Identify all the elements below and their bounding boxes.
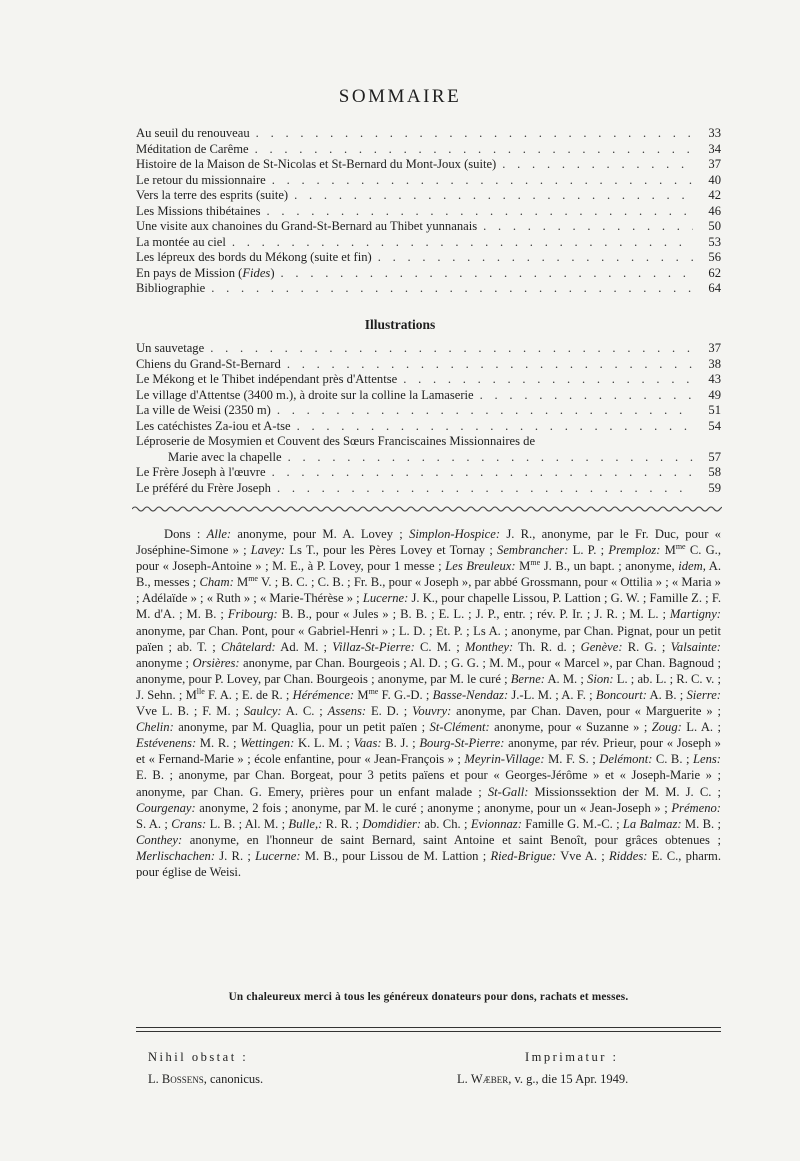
- illustration-entry-title: Un sauvetage: [136, 341, 205, 355]
- toc-entry-title: Vers la terre des esprits (suite): [136, 188, 289, 202]
- place-name: Monthey:: [464, 639, 514, 654]
- place-name: Orsières:: [192, 655, 240, 670]
- illustration-entry-title: Le préféré du Frère Joseph: [136, 480, 271, 495]
- illustration-entry-title: Chiens du Grand-St-Bernard: [136, 356, 281, 371]
- toc-entry: [136, 266, 721, 282]
- illustration-entry-title: La ville de Weisi (2350 m): [136, 403, 271, 417]
- nihil-obstat-signatory: L. Bossens, canonicus.: [148, 1072, 264, 1086]
- dot-leader: [288, 450, 693, 466]
- illustration-entry-page: 51: [708, 403, 721, 417]
- illustration-entry: [136, 434, 721, 450]
- place-name: Vaas:: [353, 736, 382, 751]
- dot-leader: [256, 126, 693, 142]
- footer-rule-bottom: [136, 1031, 721, 1032]
- place-name: St-Clément:: [429, 720, 490, 735]
- illustration-entry-page: 43: [708, 372, 721, 386]
- decorative-wavy-divider: [132, 504, 722, 514]
- toc-entry-page: 46: [708, 203, 721, 218]
- illustration-entry-title: Marie avec la chapelle: [168, 449, 282, 464]
- place-name: Lucerne:: [362, 591, 409, 606]
- dot-leader: [277, 481, 693, 497]
- place-name: Lavey:: [250, 543, 286, 558]
- toc-entry: [136, 235, 721, 251]
- footer-rule-top: [136, 1027, 721, 1028]
- illustration-entry: [136, 341, 721, 357]
- illustration-entry: [136, 372, 721, 388]
- dot-leader: [483, 219, 693, 235]
- nihil-obstat-label: Nihil obstat :: [148, 1050, 249, 1064]
- illustrations-heading: Illustrations: [364, 317, 436, 332]
- illustration-entry-title: Le village d'Attentse (3400 m.), à droite sur la colline la Lamaserie: [136, 387, 474, 402]
- place-name: Riddes:: [608, 848, 648, 863]
- dot-leader: [294, 188, 693, 204]
- place-name: idem,: [678, 559, 706, 574]
- place-name: Vouvry:: [412, 704, 452, 719]
- dot-leader: [502, 157, 693, 173]
- dot-leader: [297, 419, 693, 435]
- illustration-entry-page: 57: [708, 449, 721, 464]
- place-name: Basse-Nendaz:: [432, 687, 509, 702]
- place-name: Delémont:: [599, 752, 653, 767]
- toc-entry: [136, 142, 721, 158]
- place-name: Berne:: [510, 671, 545, 686]
- illustration-entry-page: 58: [708, 465, 721, 479]
- place-name: Sierre:: [686, 687, 721, 702]
- illustration-entry: [136, 357, 721, 373]
- imprimatur-signatory: L. Wæber, v. g., die 15 Apr. 1949.: [457, 1072, 629, 1086]
- place-name: Ried-Brigue:: [490, 848, 557, 863]
- illustration-entry-title: Léproserie de Mosymien et Couvent des Sœurs Franciscaines Missionnaires de: [136, 434, 536, 448]
- illustration-entry-page: 37: [708, 341, 721, 355]
- illustration-entry-page: 54: [708, 418, 721, 433]
- toc-entry-page: 33: [708, 126, 721, 140]
- illustration-entry-title: Les catéchistes Za-iou et A-tse: [136, 418, 291, 433]
- illustration-entry-title: Le Frère Joseph à l'œuvre: [136, 465, 266, 479]
- illustration-entry-page: 49: [708, 387, 721, 402]
- table-of-contents: [136, 126, 721, 297]
- toc-entry: [136, 188, 721, 204]
- place-name: Crans:: [171, 816, 207, 831]
- dot-leader: [277, 403, 693, 419]
- place-name: Simplon-Hospice:: [409, 527, 501, 541]
- dot-leader: [403, 372, 693, 388]
- toc-entry-title: Les lépreux des bords du Mékong (suite et fin): [136, 250, 372, 264]
- dot-leader: [272, 465, 693, 481]
- toc-entry-title: Le retour du missionnaire: [136, 172, 266, 187]
- nihil-obstat-block: [148, 1046, 263, 1090]
- place-name: Merlischachen:: [136, 848, 216, 863]
- dot-leader: [480, 388, 693, 404]
- illustration-entry-title: Le Mékong et le Thibet indépendant près d'Attentse: [136, 372, 398, 386]
- illustration-entry: [136, 465, 721, 481]
- place-name: Courgenay:: [136, 800, 196, 815]
- illustration-entry: [136, 388, 721, 404]
- toc-entry-title: Bibliographie: [136, 281, 206, 295]
- illustration-entry-page: 59: [708, 480, 721, 495]
- illustration-entry-page: 38: [708, 356, 721, 371]
- place-name: Bourg-St-Pierre:: [419, 736, 505, 751]
- toc-entry-page: 53: [708, 234, 721, 249]
- toc-entry-title: Au seuil du renouveau: [136, 126, 250, 140]
- place-name: Valsainte:: [670, 639, 721, 654]
- thanks-note: Un chaleureux merci à tous les généreux donateurs pour dons, rachats et messes.: [228, 991, 629, 1003]
- toc-entry-page: 56: [708, 250, 721, 264]
- place-name: Premploz:: [608, 543, 661, 558]
- place-name: Châtelard:: [220, 639, 276, 654]
- toc-entry-title: La montée au ciel: [136, 234, 226, 249]
- dot-leader: [272, 173, 693, 189]
- dot-leader: [281, 266, 693, 282]
- place-name: Martigny:: [669, 607, 721, 622]
- place-name: Les Breuleux:: [445, 559, 516, 574]
- place-name: Fribourg:: [227, 607, 278, 622]
- place-name: Sembrancher:: [497, 543, 569, 558]
- dot-leader: [210, 341, 693, 357]
- toc-entry-page: 40: [708, 172, 721, 187]
- toc-entry: [136, 173, 721, 189]
- place-name: Conthey:: [136, 832, 183, 847]
- dot-leader: [287, 357, 693, 373]
- illustration-entry: [136, 481, 721, 497]
- toc-entry: [136, 204, 721, 220]
- place-name: Evionnaz:: [470, 816, 522, 831]
- dot-leader: [255, 142, 693, 158]
- place-name: Hérémence:: [292, 687, 355, 702]
- dot-leader: [267, 204, 693, 220]
- dot-leader: [378, 250, 693, 266]
- toc-entry-page: 50: [708, 219, 721, 233]
- toc-entry-page: 37: [708, 157, 721, 171]
- place-name: Lucerne:: [255, 848, 301, 863]
- place-name: Assens:: [327, 704, 367, 719]
- illustration-entry: [136, 450, 721, 466]
- toc-entry: [136, 250, 721, 266]
- place-name: Lens:: [692, 752, 721, 767]
- place-name: Estévenens:: [136, 736, 197, 751]
- place-name: Boncourt:: [595, 687, 647, 702]
- toc-entry-page: 42: [708, 188, 721, 202]
- place-name: Prémeno:: [671, 800, 721, 815]
- place-name: Wettingen:: [240, 736, 295, 751]
- toc-entry-title: En pays de Mission (Fides): [136, 265, 275, 280]
- imprimatur-label: Imprimatur :: [525, 1050, 619, 1064]
- toc-entry-page: 64: [708, 281, 721, 295]
- illustrations-list: [136, 341, 721, 496]
- place-name: La Balmaz:: [622, 816, 682, 831]
- imprimatur-block: [457, 1046, 721, 1090]
- place-name: Chelin:: [136, 720, 174, 735]
- toc-entry-page: 62: [708, 265, 721, 280]
- place-name: Cham:: [199, 575, 234, 590]
- illustration-entry: [136, 403, 721, 419]
- place-name: Alle:: [206, 527, 232, 541]
- toc-entry-title: Méditation de Carême: [136, 141, 249, 156]
- place-name: Sion:: [587, 671, 614, 686]
- place-name: Genève:: [580, 639, 623, 654]
- toc-entry-title: Histoire de la Maison de St-Nicolas et St-Bernard du Mont-Joux (suite): [136, 157, 497, 171]
- toc-entry: [136, 219, 721, 235]
- place-name: Domdidier:: [362, 816, 422, 831]
- place-name: St-Gall:: [487, 784, 529, 799]
- place-name: Bulle,:: [288, 816, 323, 831]
- illustration-entry: [136, 419, 721, 435]
- toc-entry-title: Les Missions thibétaines: [136, 203, 261, 218]
- place-name: Zoug:: [651, 720, 682, 735]
- toc-entry: [136, 126, 721, 142]
- donations-paragraph: Dons : Alle: anonyme, pour M. A. Lovey ; Simplon-Hospice: J. R., anonyme, par le Fr. Duc, pour « Joséphine-Simone » ; Lavey: Ls T., pour les Pères Lovey et Tornay ; Sembrancher: L. P. ; Premploz: $M^{me}$ C. G., pour « Joseph-Antoine » ; M. E., à P. Lovey, pour 1 messe ; Les Breuleux: $M^{me}$ J. B., un bapt. ; anonyme, idem, A. B., messes ; Cham: $M^{me}$ V. ; B. C. ; C. B. ; Fr. B., pour « Joseph », par abbé Grossmann, pour « Ottilia » ; « Maria » ; Adélaïde » ; « Ruth » ; « Marie-Thérèse » ; Lucerne: J. K., pour chapelle Lissou, P. Lattion ; G. W. ; Famille Z. ; F. M. d'A. ; M. B. ; Fribourg: B. B., pour « Jules » ; B. B. ; E. L. ; J. P., entr. ; rév. P. Ir. ; J. R. ; M. L. ; Martigny: anonyme, par Chan. Pont, pour « Gabriel-Henri » ; L. D. ; Et. P. ; Ls A. ; anonyme, par Chan. Pignat, pour un petit païen ; ab. T. ; Châtelard: Ad. M. ; Villaz-St-Pierre: C. M. ; Monthey: Th. R. d. ; Genève: R. G. ; Valsainte: anonyme ; Orsières: anonyme, par Chan. Bourgeois ; Al. D. ; G. G. ; M. M., pour « Marcel », par Chan. Bagnoud ; anonyme, pour P. Lovey, par Chan. Bourgeois ; anonyme, par M. le curé ; Berne: A. M. ; Sion: L. ; ab. L. ; R. C. v. ; J. Sehn. ; $M^{lle}$ F. A. ; E. de R. ; Hérémence: $M^{me}$ F. G.-D. ; Basse-Nendaz: J.-L. M. ; A. F. ; Boncourt: A. B. ; Sierre: Vve L. B. ; F. M. ; Saulcy: A. C. ; Assens: E. D. ; Vouvry: anonyme, par Chan. Daven, pour « Marguerite » ; Chelin: anonyme, par M. Quaglia, pour un petit païen ; St-Clément: anonyme, pour « Suzanne » ; Zoug: L. A. ; Estévenens: M. R. ; Wettingen: K. L. M. ; Vaas: B. J. ; Bourg-St-Pierre: anonyme, par rév. Prieur, pour « Joseph » et « Fernand-Marie » ; école enfantine, pour « Jean-François » ; Meyrin-Village: M. F. S. ; Delémont: C. B. ; Lens: E. B. ; anonyme, par Chan. Borgeat, pour 3 petits païens et pour « Georges-Jérôme » et « Joseph-Marie » ; anonyme, par Chan. G. Emery, prières pour un enfant malade ; St-Gall: Missionssektion der M. M. J. C. ; Courgenay: anonyme, 2 fois ; anonyme, par M. le curé ; anonyme ; anonyme, pour un « Jean-Joseph » ; Prémeno: S. A. ; Crans: L. B. ; Al. M. ; Bulle,: R. R. ; Domdidier: ab. Ch. ; Evionnaz: Famille G. M.-C. ; La Balmaz: M. B. ; Conthey: anonyme, en l'honneur de saint Bernard, saint Antoine et saint Benoît, pour grâces obtenues ; Merlischachen: J. R. ; Lucerne: M. B., pour Lissou de M. Lattion ; Ried-Brigue: Vve A. ; Riddes: E. C., pharm. pour église de Weisi.: [136, 527, 721, 879]
- dot-leader: [232, 235, 693, 251]
- place-name: Saulcy:: [243, 704, 282, 719]
- toc-entry: [136, 281, 721, 297]
- page-title: SOMMAIRE: [338, 86, 462, 107]
- toc-entry-title: Une visite aux chanoines du Grand-St-Bernard au Thibet yunnanais: [136, 219, 478, 233]
- place-name: Villaz-St-Pierre:: [332, 639, 415, 654]
- dot-leader: [211, 281, 693, 297]
- place-name: Meyrin-Village:: [464, 752, 545, 767]
- toc-entry-page: 34: [708, 141, 721, 156]
- toc-entry: [136, 157, 721, 173]
